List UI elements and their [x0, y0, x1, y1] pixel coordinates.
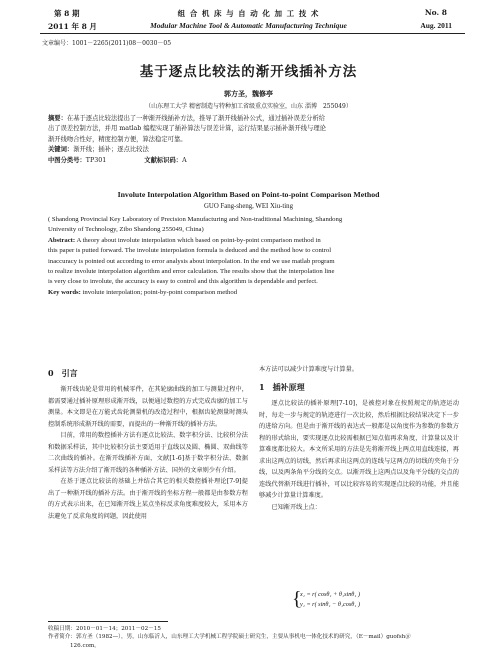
paragraph: 逐点比较法的插补原理[7-10]，是被控对象在按照规定的轨迹运动时，每走一步与规定的轨迹进行一次比较，然后根据比较结果决定下一步的进给方向。但是由于渐开线的表达式一般都是以角度作为参数的参数方程的形式给出，要实现逐点比较需根据已知点值再求角度，计算量以及计算难度都比较大。本文所采用的方法是先将渐开线上两点用直线连接，再求出这两点的切线，然后再求出这两点的连线与这两点的切线的夹角于分线，以及两条角平分线的交点。以渐开线上这两点以及角平分线的交点的连线代替渐开线进行插补，可以比较容易的实现逐点比较的功能，并且能够减少计算量计算难度。	[259, 400, 459, 500]
abstract-en-line: A theory about involute interpolation which based on point-by-point comparison method in	[76, 236, 321, 244]
header-rule	[40, 33, 465, 34]
title-en: Involute Interpolation Algorithm Based on Point-to-point Comparison Method	[117, 190, 380, 199]
abstract-cn	[48, 114, 458, 166]
header-date-cn: 2011 年 8 月	[48, 22, 97, 31]
footnote-line: 126.com。	[70, 642, 100, 649]
article-id: 文章编号：1001－2265(2011)08－0030－05	[42, 40, 172, 47]
authors-en: GUO Fang-sheng, WEI Xiu-ting	[204, 203, 293, 210]
title-cn: 基于逐点比较法的渐开线插补方法	[139, 64, 358, 80]
left-column	[48, 384, 248, 523]
keywords-en-label: Key words:	[48, 288, 81, 296]
footnote-line: 收稿日期：2010－01－14；2011－02－15	[48, 626, 161, 632]
section-0-heading: 0 引言	[48, 368, 78, 378]
paragraph: 渐开线齿轮是常用的机械零件，在其轮廓曲线的加工与测量过程中，都需要通过插补原理形成渐开线，以便通过数控的方式完成齿廓的加工与测量。本文即是在万能式齿轮测量机的改造过程中，根据齿轮测量时测头控制系统形成渐开线的需要，而提出的一种渐开线的插补方法。	[48, 386, 248, 428]
keywords-en: involute interpolation; point-by-point comparison method	[82, 288, 238, 296]
abstract-cn-line: 渐开线吻合性好，精度控制方便，算法稳定可靠。	[48, 135, 187, 143]
doc-code-value: A	[182, 156, 187, 164]
paragraph: 已知渐开线上点：	[271, 503, 321, 511]
formula	[292, 588, 361, 610]
abstract-en-line: to realize involute interpolation algorithm and error calculation. The results show that the interpolation line	[48, 268, 335, 276]
section-1-heading: 1 插补原理	[259, 382, 305, 392]
footnote	[48, 625, 463, 650]
abstract-cn-label: 摘要：	[48, 115, 67, 122]
header-issue-no: No. 8	[424, 8, 447, 17]
keywords-cn: 渐开线；插补；逐点比较法	[73, 146, 149, 154]
affiliation-en-line: ( Shandong Provincial Key Laboratory of Precision Manufacturing and Non-traditional Machining, Shandong	[48, 216, 343, 223]
header-journal-en: Modular Machine Tool & Automatic Manufacturing Technique	[150, 21, 347, 30]
abstract-en-line: this paper is putted forward. The involute interpolation formula is deduced and the method how to control	[48, 247, 332, 255]
footnote-line: 作者简介：郭方圣（1982—），男，山东临沂人，山东理工大学机械工程学院硕士研究生，主要从事机电一体化技术的研究，（E－mail）guofsh＠	[48, 634, 411, 641]
english-block	[48, 215, 460, 298]
right-column	[259, 398, 459, 513]
footnote-rule	[48, 621, 168, 622]
paragraph: 目前，常用的数控插补方法有逐点比较法、数字积分法、比较积分法和数据采样法，其中比较积分法主要适用于直线以及圆、椭圆、双曲线等二次曲线的插补。在渐开线插补方面，文献[1-6]基于数字积分法、数据采样法等方法介绍了渐开线的各种插补方法、国外的文章则少有介绍。	[48, 432, 248, 474]
clc-value: TP301	[85, 156, 107, 164]
abstract-cn-line: 出了误差控制方法，并用 matlab 编程实现了插补算法与误差计算，运行结果显示插补渐开线与理论	[48, 125, 326, 133]
clc-label: 中图分类号：	[48, 156, 86, 164]
abstract-en-label: Abstract:	[48, 236, 76, 244]
abstract-cn-line: 在基于逐点比较法提出了一种渐开线插补方法，推导了渐开线插补公式，通过插补误差分析给	[66, 115, 326, 122]
paragraph: 在基于逐点比较法的基础上并结合其它的相关数控插补理论[7-9]提出了一种渐开线的插补方法。由于渐开线的坐标方程一般都是由参数方程的方式表示出来，在已知渐开线上某点坐标反求角度难度较大，采用本方法避免了反求角度的问题，因此使用	[48, 478, 248, 521]
formula-line: x₁ = r( cosθ₁ + θ₁sinθ₁ )	[300, 591, 361, 598]
brace-icon: {	[292, 588, 302, 610]
abstract-en-line: is very close to involute, the accuracy is easy to control and this algorithm is dependable and perfect.	[48, 278, 318, 286]
affiliation-cn: （山东理工大学 精密制造与特种加工省级重点实验室，山东 淄博 255049）	[145, 103, 352, 110]
abstract-en-line: inaccuracy is pointed out according to error analysis about interpolation. In the end we use matlab program	[48, 257, 335, 265]
formula-line: y₁ = r( sinθ₁ − θ₁cosθ₁ )	[300, 601, 361, 608]
keywords-cn-label: 关键词：	[48, 146, 74, 154]
doc-code-label: 文献标识码：	[144, 156, 183, 164]
header-journal-cn: 组 合 机 床 与 自 动 化 加 工 技 术	[177, 9, 320, 18]
affiliation-en-line: University of Technology, Zibo Shandong 255049, China)	[48, 226, 204, 234]
authors-cn: 郭方圣，魏修亭	[224, 89, 273, 98]
header-issue: 第 8 期	[54, 9, 80, 18]
header-date-en: Aug. 2011	[420, 21, 452, 30]
right-intro: 本方法可以减少计算难度与计算量。	[259, 366, 358, 373]
